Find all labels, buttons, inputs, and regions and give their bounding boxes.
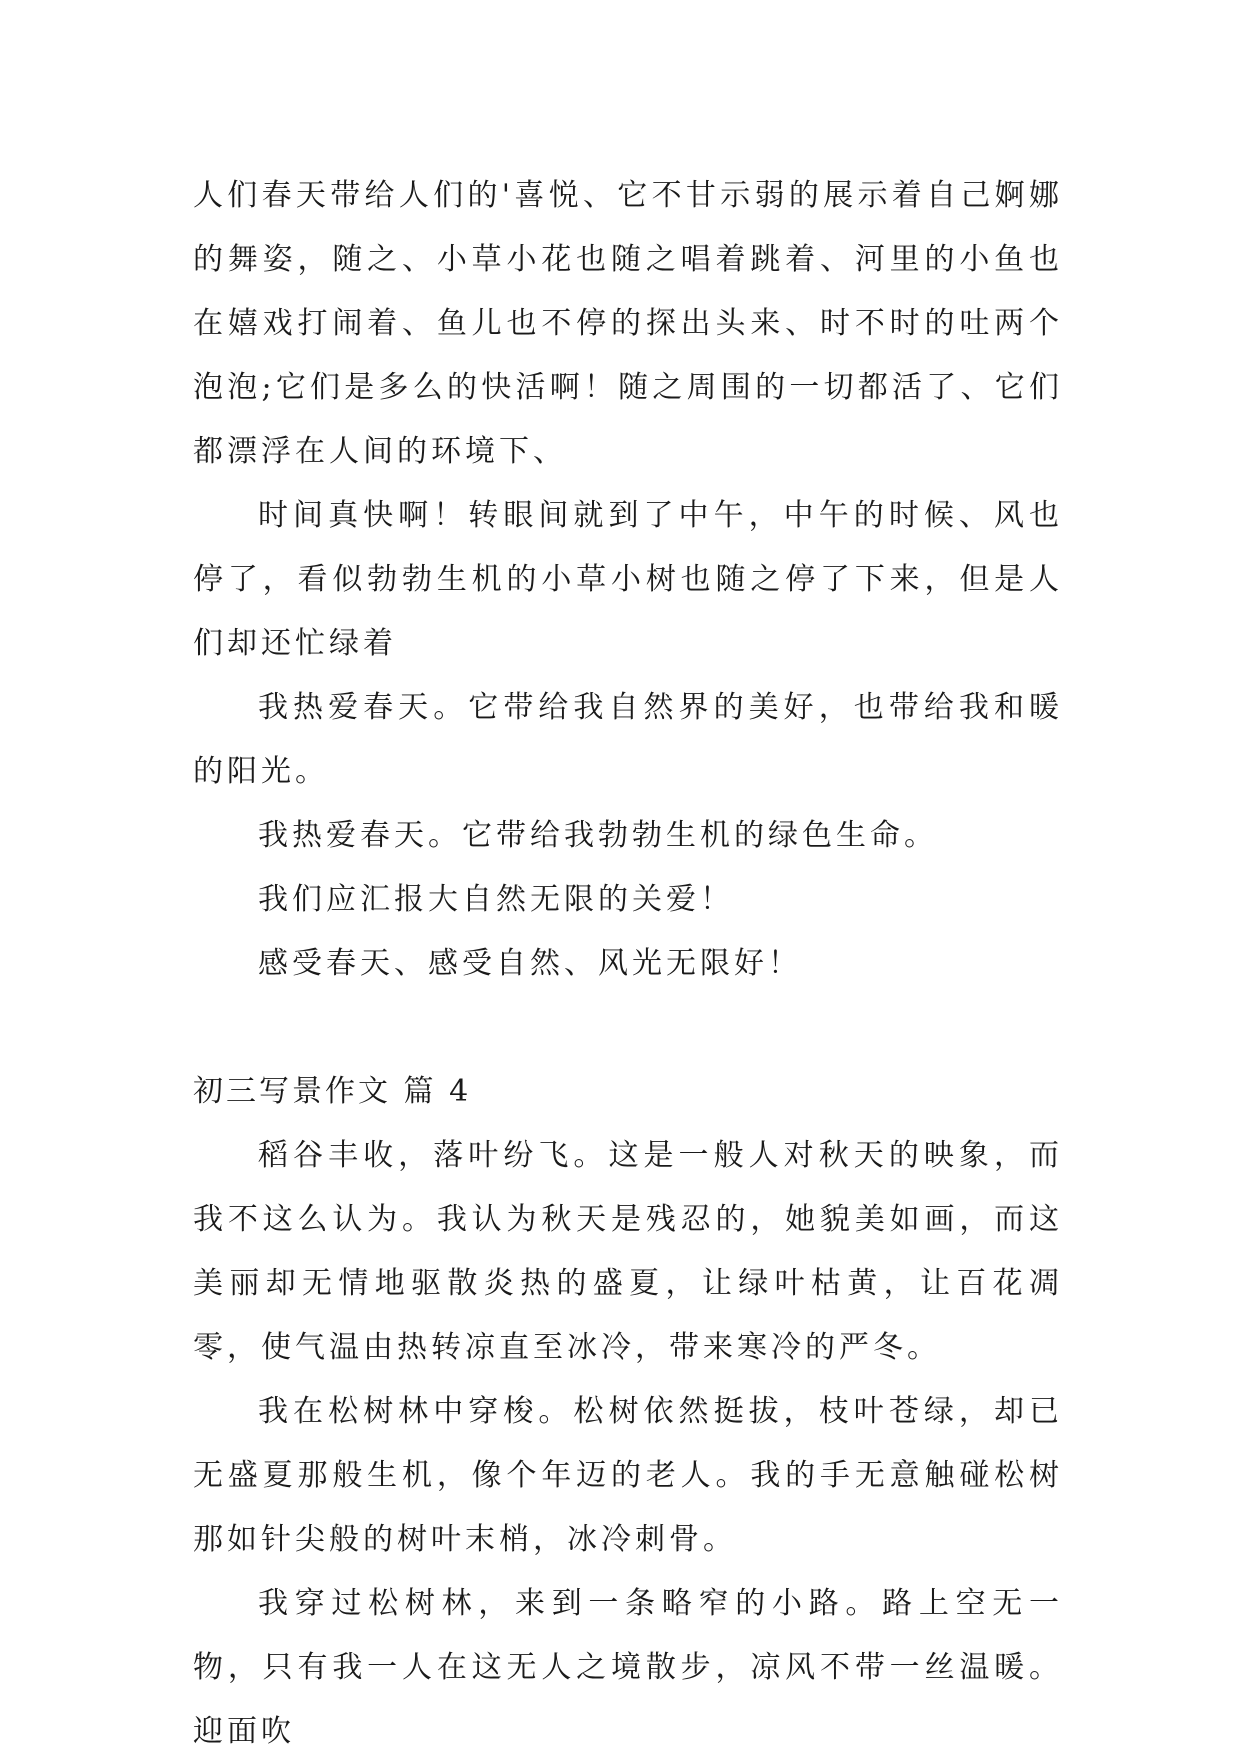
paragraph: 稻谷丰收，落叶纷飞。这是一般人对秋天的映象，而我不这么认为。我认为秋天是残忍的，她貌美如画，而这美丽却无情地驱散炎热的盛夏，让绿叶枯黄，让百花凋零，使气温由热转凉直至冰冷，带来寒冷的严冬。 [193, 1138, 1063, 1365]
continuation-paragraph: 人们春天带给人们的'喜悦、它不甘示弱的展示着自己婀娜的舞姿，随之、小草小花也随之唱着跳着、河里的小鱼也在嬉戏打闹着、鱼儿也不停的探出头来、时不时的吐两个泡泡;它们是多么的快活啊！随之周围的一切都活了、它们都漂浮在人间的环境下、 [193, 178, 1063, 469]
paragraph: 我在松树林中穿梭。松树依然挺拔，枝叶苍绿，却已无盛夏那般生机，像个年迈的老人。我的手无意触碰松树那如针尖般的树叶末梢，冰冷刺骨。 [193, 1394, 1063, 1557]
section-heading: 初三写景作文 篇 4 [193, 1074, 472, 1109]
paragraph: 我热爱春天。它带给我勃勃生机的绿色生命。 [258, 818, 938, 853]
paragraph: 感受春天、感受自然、风光无限好！ [258, 946, 802, 981]
paragraph: 我穿过松树林，来到一条略窄的小路。路上空无一物，只有我一人在这无人之境散步，凉风不带一丝温暖。迎面吹 [193, 1586, 1063, 1749]
paragraph: 时间真快啊！转眼间就到了中午，中午的时候、风也停了，看似勃勃生机的小草小树也随之停了下来，但是人们却还忙绿着 [193, 498, 1063, 661]
paragraph: 我们应汇报大自然无限的关爱！ [258, 882, 734, 917]
paragraph: 我热爱春天。它带给我自然界的美好，也带给我和暖的阳光。 [193, 690, 1063, 789]
document-body [193, 164, 1063, 1764]
